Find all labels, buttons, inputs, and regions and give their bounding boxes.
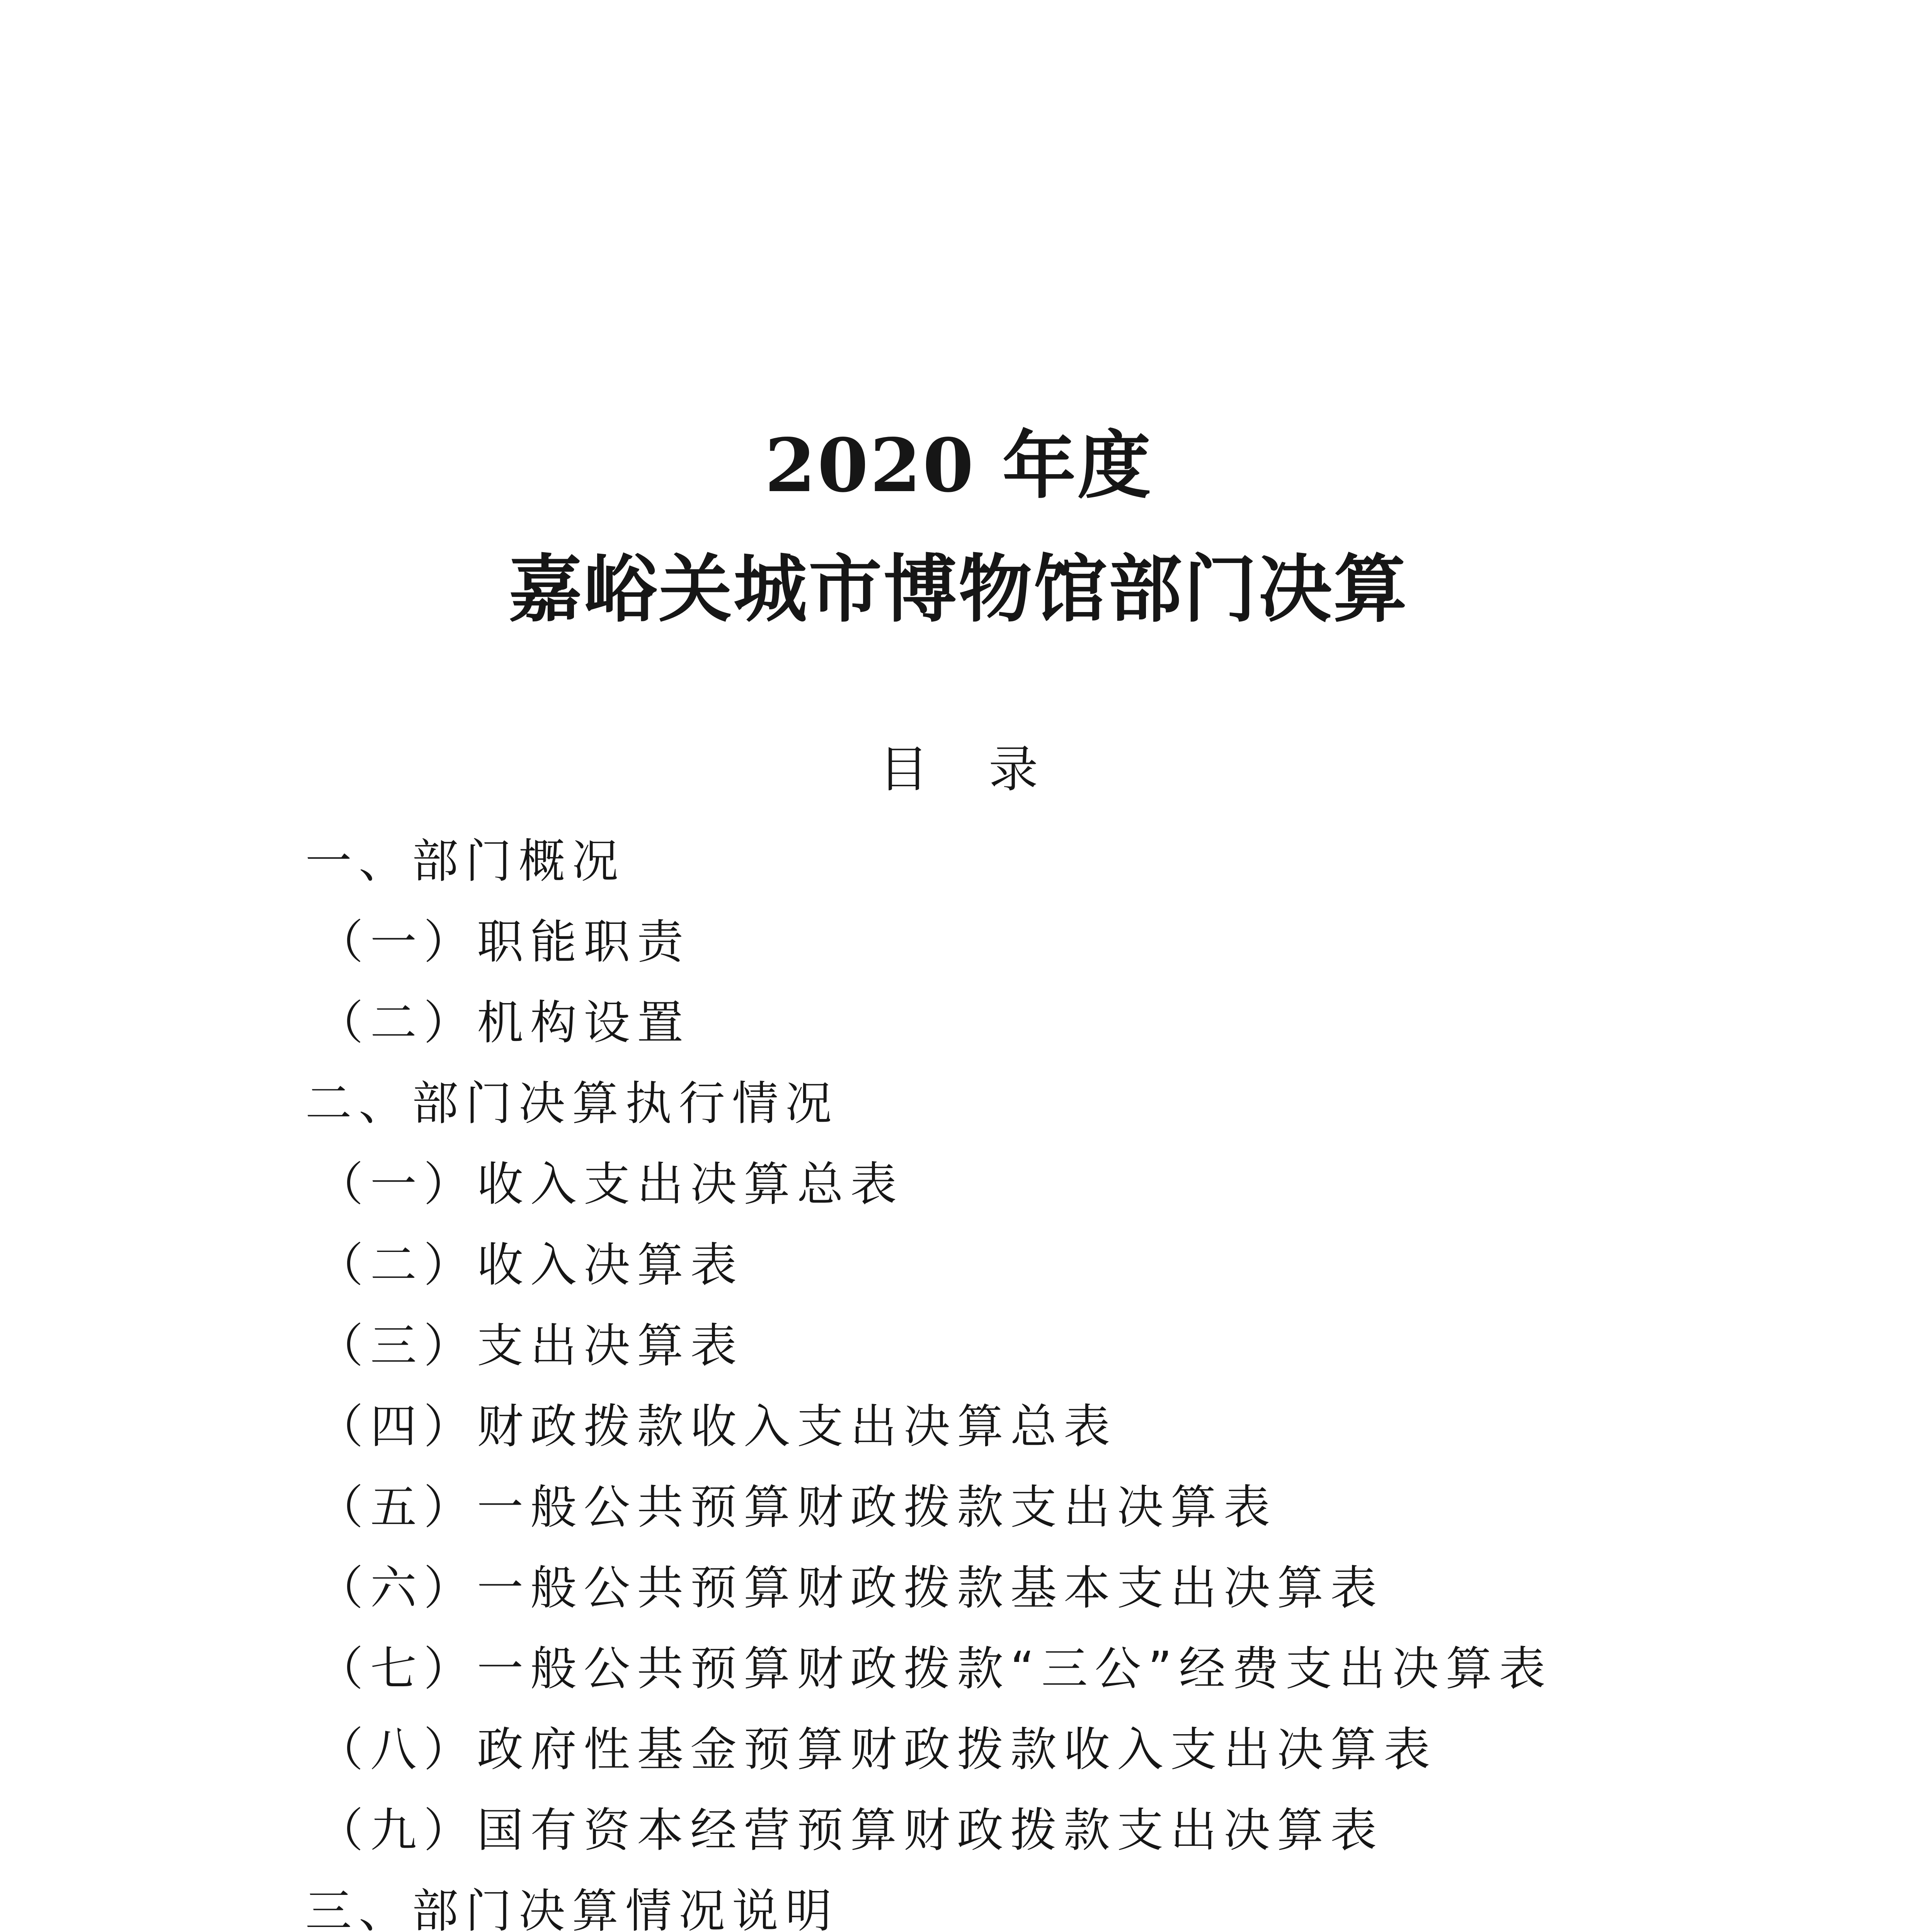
table-of-contents — [305, 821, 1813, 1932]
toc-item-subsection: （九）国有资本经营预算财政拨款支出决算表 — [317, 1804, 1384, 1857]
toc-item-subsection: （一）收入支出决算总表 — [317, 1158, 904, 1211]
toc-heading-char-1: 目 — [878, 741, 928, 798]
toc-item-subsection: （四）财政拨款收入支出决算总表 — [317, 1400, 1117, 1454]
toc-item-subsection: （六）一般公共预算财政拨款基本支出决算表 — [317, 1561, 1384, 1615]
toc-item-subsection: （一）职能职责 — [317, 915, 690, 969]
toc-heading-char-2: 录 — [989, 741, 1039, 798]
toc-item-subsection: （八）政府性基金预算财政拨款收入支出决算表 — [317, 1723, 1437, 1777]
toc-item-subsection: （三）支出决算表 — [317, 1319, 744, 1373]
toc-item-subsection: （二）收入决算表 — [317, 1238, 744, 1292]
toc-item-section: 三、部门决算情况说明 — [305, 1884, 839, 1932]
toc-item-subsection: （二）机构设置 — [317, 996, 690, 1050]
toc-item-section: 一、部门概况 — [305, 835, 625, 888]
toc-item-subsection: （五）一般公共预算财政拨款支出决算表 — [317, 1481, 1277, 1534]
toc-heading — [0, 739, 1917, 801]
toc-item-section: 二、部门决算执行情况 — [305, 1077, 839, 1131]
toc-item-subsection: （七）一般公共预算财政拨款“三公”经费支出决算表 — [317, 1642, 1553, 1696]
document-title: 嘉峪关城市博物馆部门决算 — [508, 546, 1408, 632]
document-title-year: 2020 年度 — [764, 422, 1153, 509]
